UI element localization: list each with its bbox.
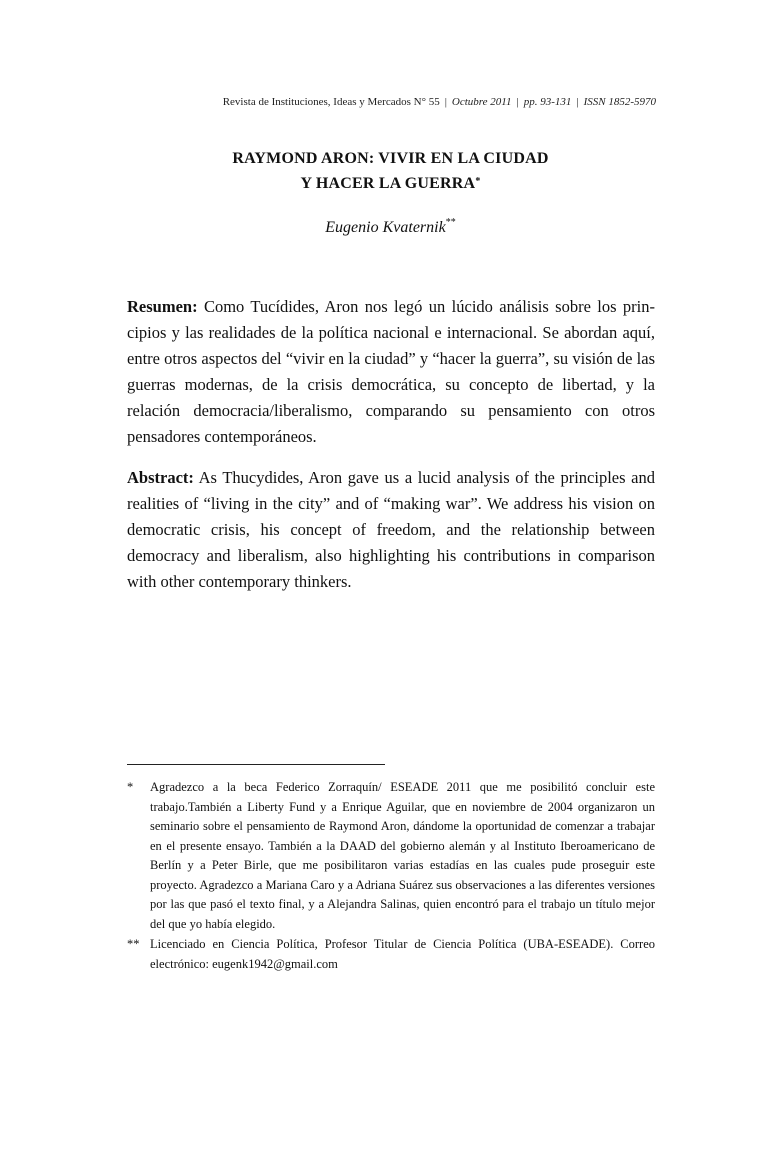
footnote-ref-2[interactable]: **	[445, 217, 456, 228]
journal-name: Revista de Instituciones, Ideas y Mercados N° 55	[222, 96, 440, 108]
separator: |	[444, 96, 447, 108]
title-line-2: Y HACER LA GUERRA	[300, 175, 476, 192]
title-line-1: RAYMOND ARON: VIVIR EN LA CIUDAD	[232, 150, 549, 167]
issue-date: Octubre 2011	[451, 96, 512, 108]
separator: |	[516, 96, 519, 108]
footnote-mark: *	[127, 780, 134, 794]
resumen-paragraph	[127, 294, 655, 450]
abstract-label: Abstract:	[127, 468, 194, 487]
author-line	[0, 219, 781, 237]
separator: |	[576, 96, 579, 108]
footnote-text: Agradezco a la beca Federico Zorraquín/ ESEADE 2011 que me posibilitó concluir este trabajo.También a Liberty Fund y a Enrique Aguilar, que en noviembre de 2004 organizaron un seminario sobre el pensamiento de Raymond Aron, dándome la oportunidad de comenzar a trabajar en el presente ensayo. También a la DAAD del gobierno alemán y al Instituto Iberoamericano de Berlín y a Peter Birle, que me posibilitaron varias estadías en las cuales pude proseguir este proyecto. Agradezco a Mariana Caro y a Adriana Suárez sus observaciones a las diferentes versiones por las que pasó el texto final, y a Alejandra Salinas, quien encontró para el trabajo un título mejor del que yo había elegido.	[150, 780, 655, 931]
footnote-divider	[127, 764, 385, 765]
abstract-text: As Thucydides, Aron gave us a lucid analysis of the principles and realities of “living in the city” and of “making war”. We address his vision on democratic crisis, his concept of freedom, and the relationship between democracy and liberalism, also highlighting his contributions in comparison with other contemporary thinkers.	[127, 468, 655, 591]
footnote-2	[127, 935, 655, 974]
resumen-label: Resumen:	[127, 297, 198, 316]
footnote-ref-1[interactable]: *	[475, 176, 481, 187]
resumen-text: Como Tucídides, Aron nos legó un lúcido análisis sobre los principios y las realidades de la política nacional e internacional. Se abordan aquí, entre otros aspectos del “vivir en la ciudad” y “hacer la guerra”, su visión de las guerras modernas, de la crisis democrática, su concepto de libertad, y la relación democracia/liberalismo, comparando su pensamiento con otros pensadores contemporáneos.	[127, 297, 655, 446]
article-title	[0, 146, 781, 196]
page-range: pp. 93-131	[523, 96, 572, 108]
footnote-mark: **	[127, 937, 140, 951]
issn: ISSN 1852-5970	[583, 96, 656, 108]
running-header	[0, 96, 656, 108]
abstract-paragraph	[127, 465, 655, 595]
footnote-1	[127, 778, 655, 934]
footnote-text: Licenciado en Ciencia Política, Profesor Titular de Ciencia Política (UBA-ESEADE). Correo electrónico: eugenk1942@gmail.com	[150, 937, 655, 971]
author-name: Eugenio Kvaternik	[325, 219, 446, 236]
